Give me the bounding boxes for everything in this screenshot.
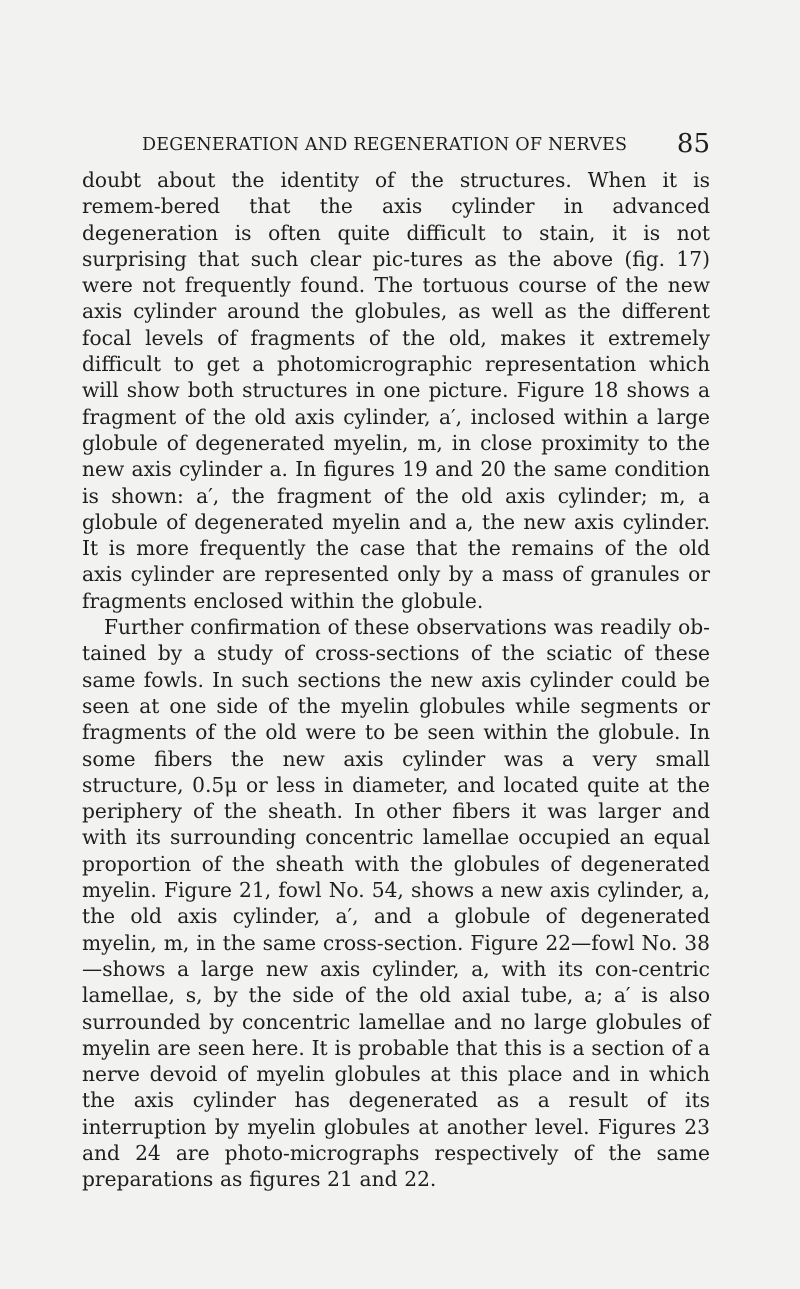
- body-text: [82, 167, 710, 1193]
- running-head: [82, 129, 710, 159]
- book-page: [82, 129, 710, 1193]
- paragraph: Further confirmation of these observations was readily ob-tained by a study of cross-sections of the sciatic of these same fowls. In such sections the new axis cylinder could be seen at one side of the myelin globules while segments or fragments of the old were to be seen within the globule. In some fibers the new axis cylinder was a very small structure, 0.5μ or less in diameter, and located quite at the periphery of the sheath. In other fibers it was larger and with its surrounding concentric lamellae occupied an equal proportion of the sheath with the globules of degenerated myelin. Figure 21, fowl No. 54, shows a new axis cylinder, a, the old axis cylinder, a′, and a globule of degenerated myelin, m, in the same cross-section. Figure 22—fowl No. 38—shows a large new axis cylinder, a, with its con-centric lamellae, s, by the side of the old axial tube, a; a′ is also surrounded by concentric lamellae and no large globules of myelin are seen here. It is probable that this is a section of a nerve devoid of myelin globules at this place and in which the axis cylinder has degenerated as a result of its interruption by myelin globules at another level. Figures 23 and 24 are photo-micrographs respectively of the same preparations as figures 21 and 22.: [82, 615, 710, 1192]
- paragraph: doubt about the identity of the structures. When it is remem-bered that the axis cylinder in advanced degeneration is often quite difficult to stain, it is not surprising that such clear pic-tures as the above (fig. 17) were not frequently found. The tortuous course of the new axis cylinder around the globules, as well as the different focal levels of fragments of the old, makes it extremely difficult to get a photomicrographic representation which will show both structures in one picture. Figure 18 shows a fragment of the old axis cylinder, a′, inclosed within a large globule of degenerated myelin, m, in close proximity to the new axis cylinder a. In figures 19 and 20 the same condition is shown: a′, the fragment of the old axis cylinder; m, a globule of degenerated myelin and a, the new axis cylinder. It is more frequently the case that the remains of the old axis cylinder are represented only by a mass of granules or fragments enclosed within the globule.: [82, 168, 710, 613]
- page-number: 85: [676, 129, 710, 159]
- running-title: DEGENERATION AND REGENERATION OF NERVES: [142, 135, 628, 155]
